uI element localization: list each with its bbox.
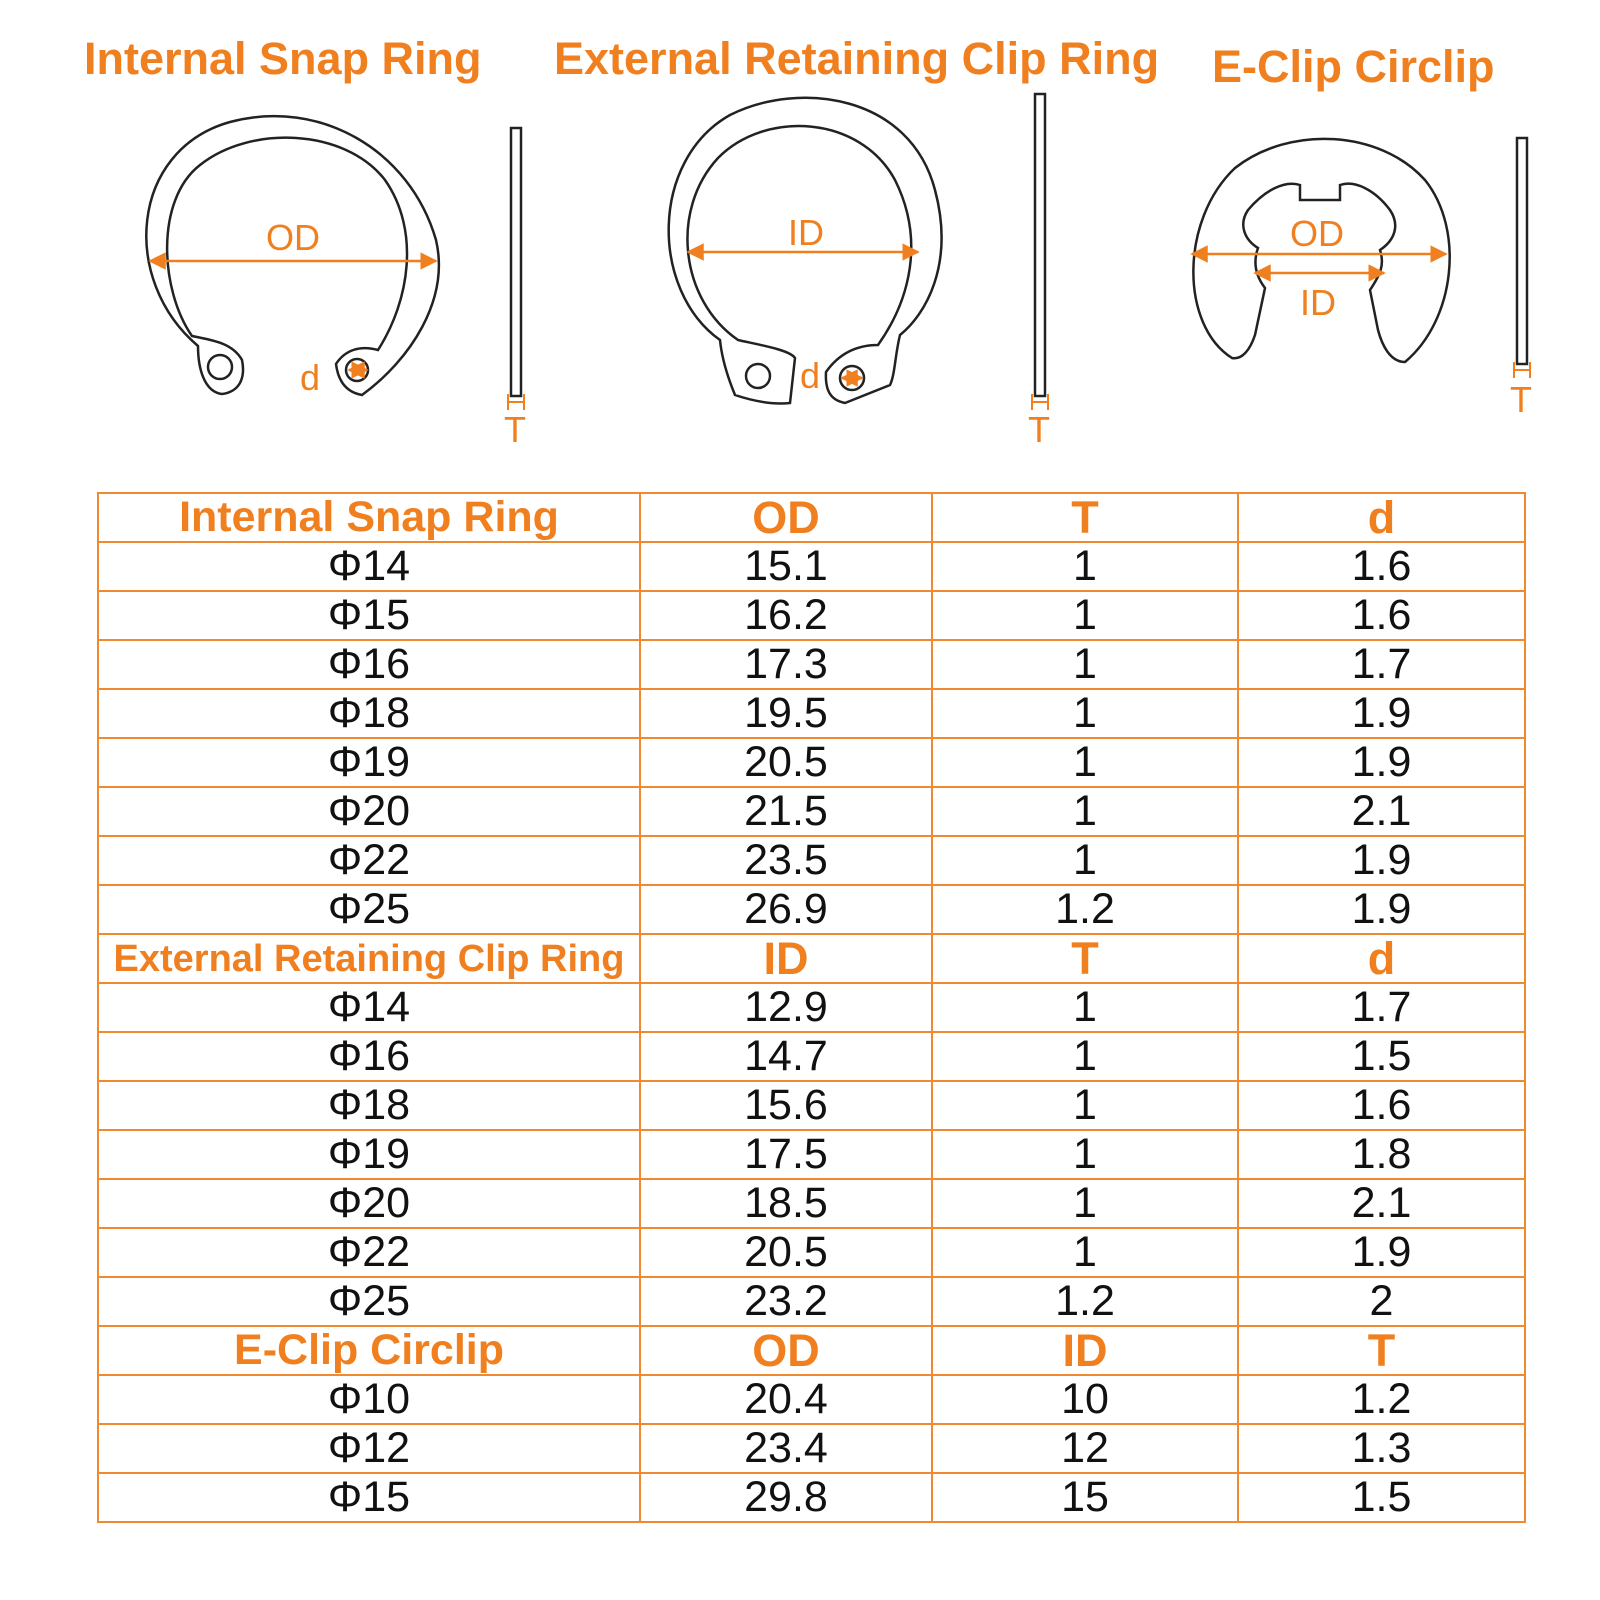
value-cell: 23.2 bbox=[640, 1277, 932, 1326]
value-cell: 23.5 bbox=[640, 836, 932, 885]
table-row bbox=[98, 1032, 1525, 1081]
value-cell: 1 bbox=[932, 787, 1238, 836]
column-header: T bbox=[932, 493, 1238, 542]
value-cell: 1 bbox=[932, 640, 1238, 689]
internal-t-label: T bbox=[504, 409, 526, 450]
value-cell: 1.3 bbox=[1238, 1424, 1525, 1473]
external-retaining-ring-title: External Retaining Clip Ring bbox=[554, 33, 1160, 84]
value-cell: 10 bbox=[932, 1375, 1238, 1424]
value-cell: 19.5 bbox=[640, 689, 932, 738]
value-cell: 12 bbox=[932, 1424, 1238, 1473]
size-cell: Φ10 bbox=[98, 1375, 640, 1424]
size-cell: Φ15 bbox=[98, 1473, 640, 1522]
e-clip-t-label: T bbox=[1510, 379, 1532, 420]
value-cell: 1 bbox=[932, 1179, 1238, 1228]
value-cell: 1.7 bbox=[1238, 983, 1525, 1032]
value-cell: 1.8 bbox=[1238, 1130, 1525, 1179]
value-cell: 1 bbox=[932, 1081, 1238, 1130]
table-row bbox=[98, 983, 1525, 1032]
value-cell: 12.9 bbox=[640, 983, 932, 1032]
table-row bbox=[98, 885, 1525, 934]
column-header: T bbox=[932, 934, 1238, 983]
value-cell: 1.5 bbox=[1238, 1032, 1525, 1081]
value-cell: 1.9 bbox=[1238, 738, 1525, 787]
e-clip-od-label: OD bbox=[1290, 213, 1344, 254]
section-name: External Retaining Clip Ring bbox=[98, 934, 640, 983]
section-name: E-Clip Circlip bbox=[98, 1326, 640, 1375]
value-cell: 1 bbox=[932, 542, 1238, 591]
size-cell: Φ12 bbox=[98, 1424, 640, 1473]
value-cell: 1 bbox=[932, 1228, 1238, 1277]
value-cell: 20.5 bbox=[640, 1228, 932, 1277]
e-clip-id-label: ID bbox=[1300, 282, 1336, 323]
section-header-row bbox=[98, 493, 1525, 542]
table-row bbox=[98, 787, 1525, 836]
table-row bbox=[98, 542, 1525, 591]
size-cell: Φ20 bbox=[98, 787, 640, 836]
value-cell: 1.9 bbox=[1238, 836, 1525, 885]
value-cell: 1.9 bbox=[1238, 689, 1525, 738]
table-row bbox=[98, 1081, 1525, 1130]
column-header: ID bbox=[640, 934, 932, 983]
value-cell: 1.2 bbox=[932, 1277, 1238, 1326]
value-cell: 20.4 bbox=[640, 1375, 932, 1424]
value-cell: 29.8 bbox=[640, 1473, 932, 1522]
size-cell: Φ22 bbox=[98, 836, 640, 885]
value-cell: 1 bbox=[932, 689, 1238, 738]
value-cell: 1.2 bbox=[1238, 1375, 1525, 1424]
value-cell: 21.5 bbox=[640, 787, 932, 836]
size-cell: Φ22 bbox=[98, 1228, 640, 1277]
size-cell: Φ18 bbox=[98, 1081, 640, 1130]
value-cell: 1 bbox=[932, 1130, 1238, 1179]
size-cell: Φ16 bbox=[98, 640, 640, 689]
size-cell: Φ18 bbox=[98, 689, 640, 738]
value-cell: 1.6 bbox=[1238, 1081, 1525, 1130]
value-cell: 1 bbox=[932, 836, 1238, 885]
internal-thickness-view bbox=[511, 128, 521, 396]
table-row bbox=[98, 1130, 1525, 1179]
size-cell: Φ19 bbox=[98, 738, 640, 787]
spec-table bbox=[97, 492, 1526, 1523]
external-t-label: T bbox=[1028, 409, 1050, 450]
value-cell: 2.1 bbox=[1238, 1179, 1525, 1228]
column-header: OD bbox=[640, 493, 932, 542]
value-cell: 1.9 bbox=[1238, 1228, 1525, 1277]
external-thickness-view bbox=[1035, 94, 1045, 396]
value-cell: 1 bbox=[932, 1032, 1238, 1081]
value-cell: 1.7 bbox=[1238, 640, 1525, 689]
e-clip-thickness-view bbox=[1517, 138, 1527, 364]
table-row bbox=[98, 1375, 1525, 1424]
value-cell: 2 bbox=[1238, 1277, 1525, 1326]
value-cell: 18.5 bbox=[640, 1179, 932, 1228]
size-cell: Φ15 bbox=[98, 591, 640, 640]
size-cell: Φ20 bbox=[98, 1179, 640, 1228]
table-row bbox=[98, 1228, 1525, 1277]
value-cell: 15 bbox=[932, 1473, 1238, 1522]
value-cell: 1 bbox=[932, 738, 1238, 787]
column-header: OD bbox=[640, 1326, 932, 1375]
section-name: Internal Snap Ring bbox=[98, 493, 640, 542]
value-cell: 1.9 bbox=[1238, 885, 1525, 934]
value-cell: 14.7 bbox=[640, 1032, 932, 1081]
external-id-label: ID bbox=[788, 212, 824, 253]
external-d-label: d bbox=[800, 355, 821, 396]
table-row bbox=[98, 689, 1525, 738]
size-cell: Φ14 bbox=[98, 983, 640, 1032]
value-cell: 1 bbox=[932, 983, 1238, 1032]
value-cell: 17.3 bbox=[640, 640, 932, 689]
value-cell: 1.6 bbox=[1238, 542, 1525, 591]
size-cell: Φ25 bbox=[98, 1277, 640, 1326]
column-header: ID bbox=[932, 1326, 1238, 1375]
table-row bbox=[98, 738, 1525, 787]
size-cell: Φ14 bbox=[98, 542, 640, 591]
column-header: d bbox=[1238, 493, 1525, 542]
size-cell: Φ25 bbox=[98, 885, 640, 934]
value-cell: 1 bbox=[932, 591, 1238, 640]
table-row bbox=[98, 1179, 1525, 1228]
internal-od-label: OD bbox=[266, 217, 320, 258]
table-row bbox=[98, 1473, 1525, 1522]
table-row bbox=[98, 591, 1525, 640]
value-cell: 1.5 bbox=[1238, 1473, 1525, 1522]
table-row bbox=[98, 1424, 1525, 1473]
size-cell: Φ16 bbox=[98, 1032, 640, 1081]
value-cell: 1.6 bbox=[1238, 591, 1525, 640]
value-cell: 20.5 bbox=[640, 738, 932, 787]
value-cell: 23.4 bbox=[640, 1424, 932, 1473]
table-row bbox=[98, 1277, 1525, 1326]
table-row bbox=[98, 640, 1525, 689]
table-row bbox=[98, 836, 1525, 885]
internal-snap-ring-title: Internal Snap Ring bbox=[84, 33, 482, 84]
value-cell: 26.9 bbox=[640, 885, 932, 934]
value-cell: 16.2 bbox=[640, 591, 932, 640]
column-header: d bbox=[1238, 934, 1525, 983]
ring-diagrams bbox=[0, 0, 1600, 470]
column-header: T bbox=[1238, 1326, 1525, 1375]
size-cell: Φ19 bbox=[98, 1130, 640, 1179]
value-cell: 1.2 bbox=[932, 885, 1238, 934]
section-header-row bbox=[98, 1326, 1525, 1375]
section-header-row bbox=[98, 934, 1525, 983]
internal-d-label: d bbox=[300, 357, 321, 398]
value-cell: 17.5 bbox=[640, 1130, 932, 1179]
value-cell: 15.6 bbox=[640, 1081, 932, 1130]
value-cell: 15.1 bbox=[640, 542, 932, 591]
e-clip-title: E-Clip Circlip bbox=[1212, 41, 1495, 92]
value-cell: 2.1 bbox=[1238, 787, 1525, 836]
